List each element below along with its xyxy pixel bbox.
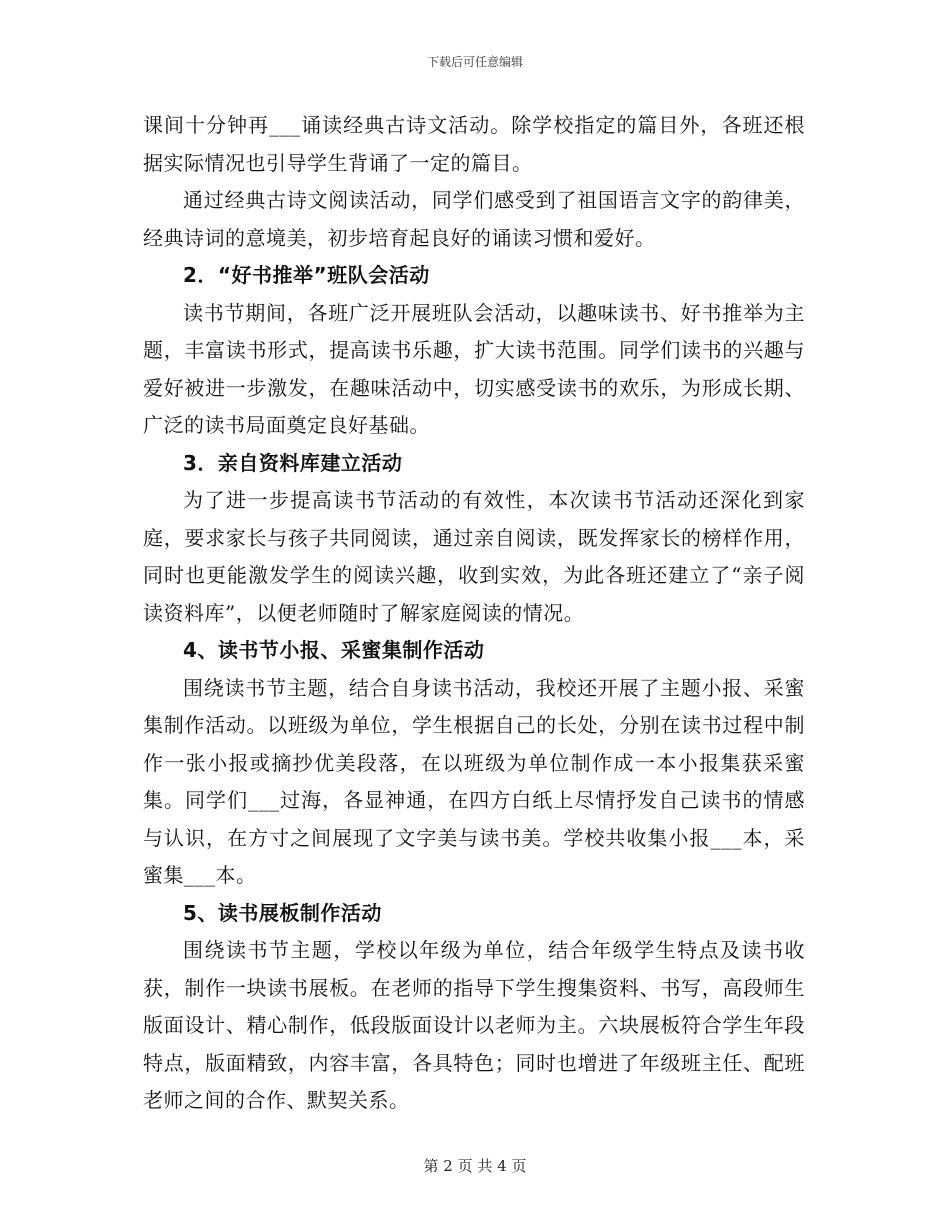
paragraph-parent-child-library: 为了进一步提高读书节活动的有效性，本次读书节活动还深化到家庭，要求家长与孩子共同阅读，通过亲自阅读，既发挥家长的榜样作用，同时也更能激发学生的阅读兴趣，收到实效，为此各班还建立了“亲子阅读资料库”，以便老师随时了解家庭阅读的情况。 xyxy=(143,488,805,625)
paragraph-newsletter: 围绕读书节主题，结合自身读书活动，我校还开展了主题小报、采蜜集制作活动。以班级为单位，学生根据自己的长处，分别在读书过程中制作一张小报或摘抄优美段落，在以班级为单位制作成一本小报集获采蜜集。同学们___过海，各显神通，在四方白纸上尽情抒发自己读书的情感与认识，在方寸之间展现了文字美与读书美。学校共收集小报___本，采蜜集___本。 xyxy=(143,675,805,887)
section-heading-display-board: 5、读书展板制作活动 xyxy=(183,900,382,925)
page-header: 下载后可任意编辑 xyxy=(426,55,523,69)
page-footer: 第 2 页 共 4 页 xyxy=(423,1157,527,1175)
paragraph-book-recommendation: 读书节期间，各班广泛开展班队会活动，以趣味读书、好书推举为主题，丰富读书形式，提高读书乐趣，扩大读书范围。同学们读书的兴趣与爱好被进一步激发，在趣味活动中，切实感受读书的欢乐，为形成长期、广泛的读书局面奠定良好基础。 xyxy=(143,300,805,437)
paragraph-recitation-continued: 课间十分钟再___诵读经典古诗文活动。除学校指定的篇目外，各班还根据实际情况也引导学生背诵了一定的篇目。 xyxy=(143,113,805,175)
paragraph-recitation-summary: 通过经典古诗文阅读活动，同学们感受到了祖国语言文字的韵律美，经典诗词的意境美，初步培育起良好的诵读习惯和爱好。 xyxy=(143,188,805,250)
section-heading-newsletter: 4、读书节小报、采蜜集制作活动 xyxy=(183,638,485,662)
section-heading-parent-child-library: 3．亲自资料库建立活动 xyxy=(183,450,403,475)
paragraph-display-board: 围绕读书节主题，学校以年级为单位，结合年级学生特点及读书收获，制作一块读书展板。在老师的指导下学生搜集资料、书写，高段师生版面设计、精心制作，低段版面设计以老师为主。六块展板符合学生年段特点，版面精致，内容丰富，各具特色；同时也增进了年级班主任、配班老师之间的合作、默契关系。 xyxy=(143,938,805,1112)
document-body xyxy=(143,107,805,1120)
section-heading-book-recommendation: 2．“好书推举”班队会活动 xyxy=(183,263,430,287)
